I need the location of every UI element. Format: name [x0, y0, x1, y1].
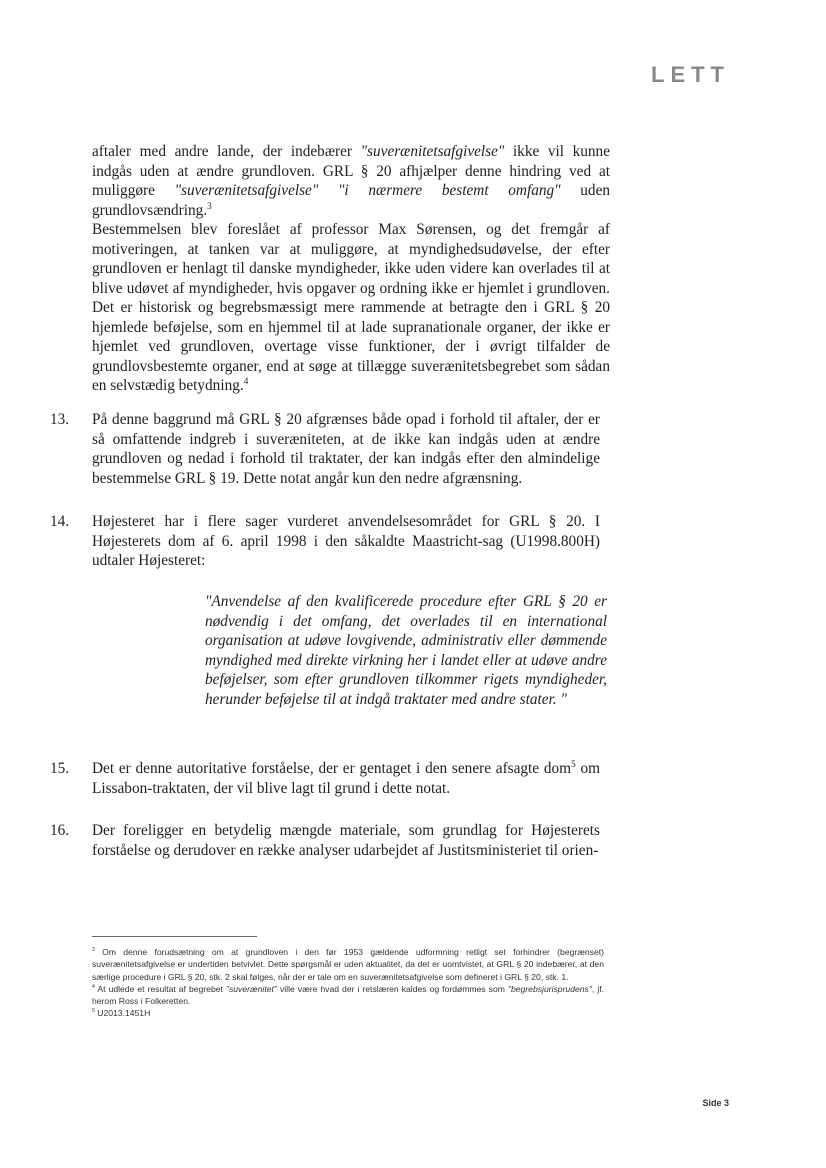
paragraph-number-15: 15. [50, 760, 70, 777]
text-run: aftaler med andre lande, der indebærer [92, 143, 361, 160]
intro-second-part [92, 220, 610, 396]
footnotes [92, 946, 604, 1020]
italic-term: "suverænitetsafgivelse" [174, 182, 319, 199]
intro-paragraph [92, 142, 610, 396]
text-run: om Lissabon-traktaten, der vil blive lagt til grund i dette notat. [92, 760, 600, 797]
paragraph-number-13: 13. [50, 411, 70, 428]
text-run: Bestemmelsen blev foreslået af professor Max Sørensen, og det fremgår af motiveringen, at tanken var at muliggøre, at myndighedsudøvelse, der efter grundloven er henlagt til danske myndigheder, ikke uden videre kan overlades til at blive udøvet af myndigheder, hvis opgaver og ordning ikke er hjemlet i grundloven. Det er historisk og begrebsmæssigt mere rammende at betragte den i GRL § 20 hjemlede beføjelse, som en hjemmel til at lade supranationale organer, der ikke er hjemlet ved grundloven, overtage visse funktioner, der i øvrigt tilfalder de grundlovsbestemte organer, end at søge at tillægge suverænitetsbegrebet som sådan en selvstædig betydning. [92, 221, 610, 394]
italic-term: "suverænitetsafgivelse" [360, 143, 505, 160]
intro-first-part [92, 142, 610, 220]
footnote-ref-5[interactable]: 5 [571, 758, 576, 769]
paragraph-14: Højesteret har i flere sager vurderet anvendelsesområdet for GRL § 20. I Højesterets dom af 6. april 1998 i den såkaldte Maastricht-sag (U1998.800H) udtaler Højesteret: [92, 513, 600, 569]
paragraph-number-14: 14. [50, 513, 70, 530]
paragraph-15 [92, 759, 600, 798]
footnote-4 [92, 983, 604, 1008]
text-run: ikke vil kunne indgås uden at ændre grundloven. GRL § 20 afhjælper denne hindring ved at muliggøre [92, 143, 610, 199]
footnote-number: 5 [92, 1008, 95, 1015]
footnote-text: ville være hvad der i retslæren kaldes og fordømmes som [276, 983, 508, 994]
footnote-5 [92, 1007, 604, 1019]
text-run [318, 182, 338, 199]
footnote-text: , jf. herom Ross i Folkeretten. [92, 983, 605, 1007]
footnote-ref-4[interactable]: 4 [243, 375, 249, 386]
italic-term: "begrebsjurisprudens" [507, 983, 592, 994]
footnote-divider [92, 936, 257, 937]
footnote-text: U2013.1451H [94, 1008, 151, 1019]
text-run: uden grundlovsændring. [92, 182, 611, 219]
paragraph-number-16: 16. [50, 822, 70, 839]
paragraph-13: På denne baggrund må GRL § 20 afgrænses både opad i forhold til aftaler, der er så omfattende indgreb i suveræniteten, at de ikke kan indgås uden at ændre grundloven og nedad i forhold til traktater, der kan indgås efter den almindelige bestemmelse GRL § 19. Dette notat angår kun den nedre afgrænsning. [92, 411, 600, 487]
lett-logo: LETT [651, 62, 730, 87]
footnote-number: 3 [92, 947, 95, 954]
footnote-ref-3[interactable]: 3 [207, 200, 212, 211]
text-run: Det er denne autoritative forståelse, der er gentaget i den senere afsagte dom [92, 760, 572, 777]
footnote-3 [92, 946, 604, 983]
footnote-text: Om denne forudsætning om at grundloven i den før 1953 gældende udformning retligt set forhindrer (begrænset) suverænitetsafgivelse er undertiden betvivlet. Dette spørgsmål er uden aktualitet, da det er uomtvistet, at GRL § 20 indebærer, at den særlige procedure i GRL § 20, stk. 2 skal følges, når der er tale om en suverænitetsafgivelse som defineret i GRL § 20, stk. 1. [92, 947, 604, 982]
footnote-text: At udlede et resultat af begrebet [94, 983, 226, 994]
italic-term: "i nærmere bestemt omfang" [337, 182, 561, 199]
footnote-number: 4 [92, 984, 95, 991]
court-quote: "Anvendelse af den kvalificerede procedure efter GRL § 20 er nødvendig i det omfang, det overlades til en international organisation at udøve lovgivende, administrativ eller dømmende myndighed med direkte virkning her i landet eller at udøve andre beføjelser, som efter grundloven tilkommer rigets myndigheder, herunder beføjelse til at indgå traktater med andre stater. " [205, 593, 607, 708]
paragraph-16: Der foreligger en betydelig mængde materiale, som grundlag for Højesterets forståelse og derudover en række analyser udarbejdet af Justitsministeriet til orien- [92, 822, 600, 859]
page-number: Side 3 [702, 1098, 729, 1108]
italic-term: "suverænitet" [225, 983, 277, 994]
